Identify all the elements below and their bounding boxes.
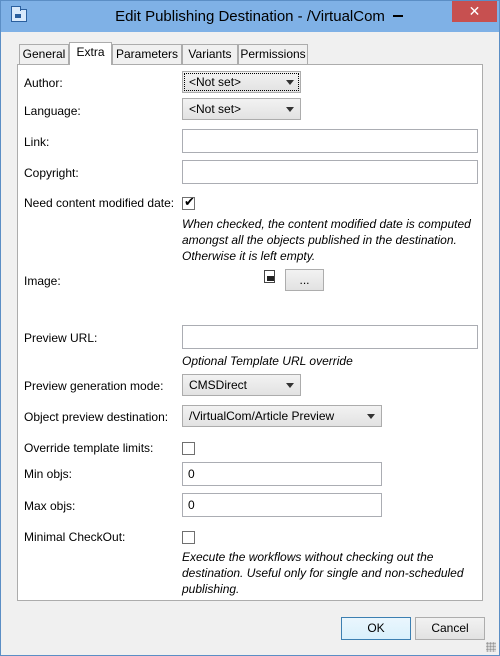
copyright-label: Copyright: (24, 166, 79, 180)
override-limits-checkbox[interactable] (182, 442, 195, 455)
chevron-down-icon (286, 383, 294, 388)
min-objs-label: Min objs: (24, 467, 73, 481)
window-title: Edit Publishing Destination - /VirtualCom (115, 8, 385, 25)
need-modified-checkbox[interactable] (182, 194, 195, 210)
need-modified-help: When checked, the content modified date is computed amongst all the objects published in the destination. Otherwise it is left empty. (182, 217, 471, 263)
ok-button[interactable]: OK (341, 617, 411, 640)
tab-extra[interactable]: Extra (69, 42, 112, 65)
max-objs-input[interactable] (182, 493, 382, 517)
preview-dest-label: Object preview destination: (24, 410, 169, 424)
language-combo[interactable] (182, 98, 301, 120)
browse-image-button[interactable]: ... (285, 269, 324, 291)
chevron-down-icon (286, 107, 294, 112)
need-modified-label: Need content modified date: (24, 196, 175, 210)
minimal-checkout-label: Minimal CheckOut: (24, 530, 126, 544)
preview-url-help: Optional Template URL override (182, 354, 353, 368)
checkmark-icon: ✔ (184, 194, 195, 209)
tab-general[interactable]: General (19, 44, 69, 64)
preview-mode-combo[interactable] (182, 374, 301, 396)
preview-url-label: Preview URL: (24, 331, 98, 345)
preview-mode-label: Preview generation mode: (24, 379, 164, 393)
chevron-down-icon (367, 414, 375, 419)
tab-parameters[interactable]: Parameters (112, 44, 182, 64)
image-label: Image: (24, 274, 61, 288)
author-value: <Not set> (189, 75, 242, 89)
language-label: Language: (24, 104, 81, 118)
link-input[interactable] (182, 129, 478, 153)
minimal-checkout-help: Execute the workflows without checking out the destination. Useful only for single and non-scheduled publishing. (182, 550, 464, 596)
tab-permissions[interactable]: Permissions (238, 44, 308, 64)
language-value: <Not set> (189, 102, 242, 116)
minimal-checkout-checkbox[interactable] (182, 531, 195, 544)
tab-variants[interactable]: Variants (182, 44, 238, 64)
preview-dest-value: /VirtualCom/Article Preview (189, 409, 335, 423)
author-label: Author: (24, 76, 63, 90)
cancel-button[interactable]: Cancel (415, 617, 485, 640)
max-objs-label: Max objs: (24, 499, 76, 513)
override-limits-label: Override template limits: (24, 441, 154, 455)
preview-dest-combo[interactable] (182, 405, 382, 427)
title-bar[interactable] (1, 1, 499, 32)
author-combo[interactable] (182, 71, 301, 93)
copyright-input[interactable] (182, 160, 478, 184)
minimize-button[interactable] (387, 3, 409, 23)
preview-url-input[interactable] (182, 325, 478, 349)
close-button[interactable]: ✕ (452, 1, 497, 22)
dialog-footer (1, 607, 499, 655)
resize-grip[interactable] (486, 642, 496, 652)
link-label: Link: (24, 135, 50, 149)
chevron-down-icon (286, 80, 294, 85)
preview-mode-value: CMSDirect (189, 378, 248, 392)
min-objs-input[interactable] (182, 462, 382, 486)
image-file-icon (264, 270, 275, 283)
